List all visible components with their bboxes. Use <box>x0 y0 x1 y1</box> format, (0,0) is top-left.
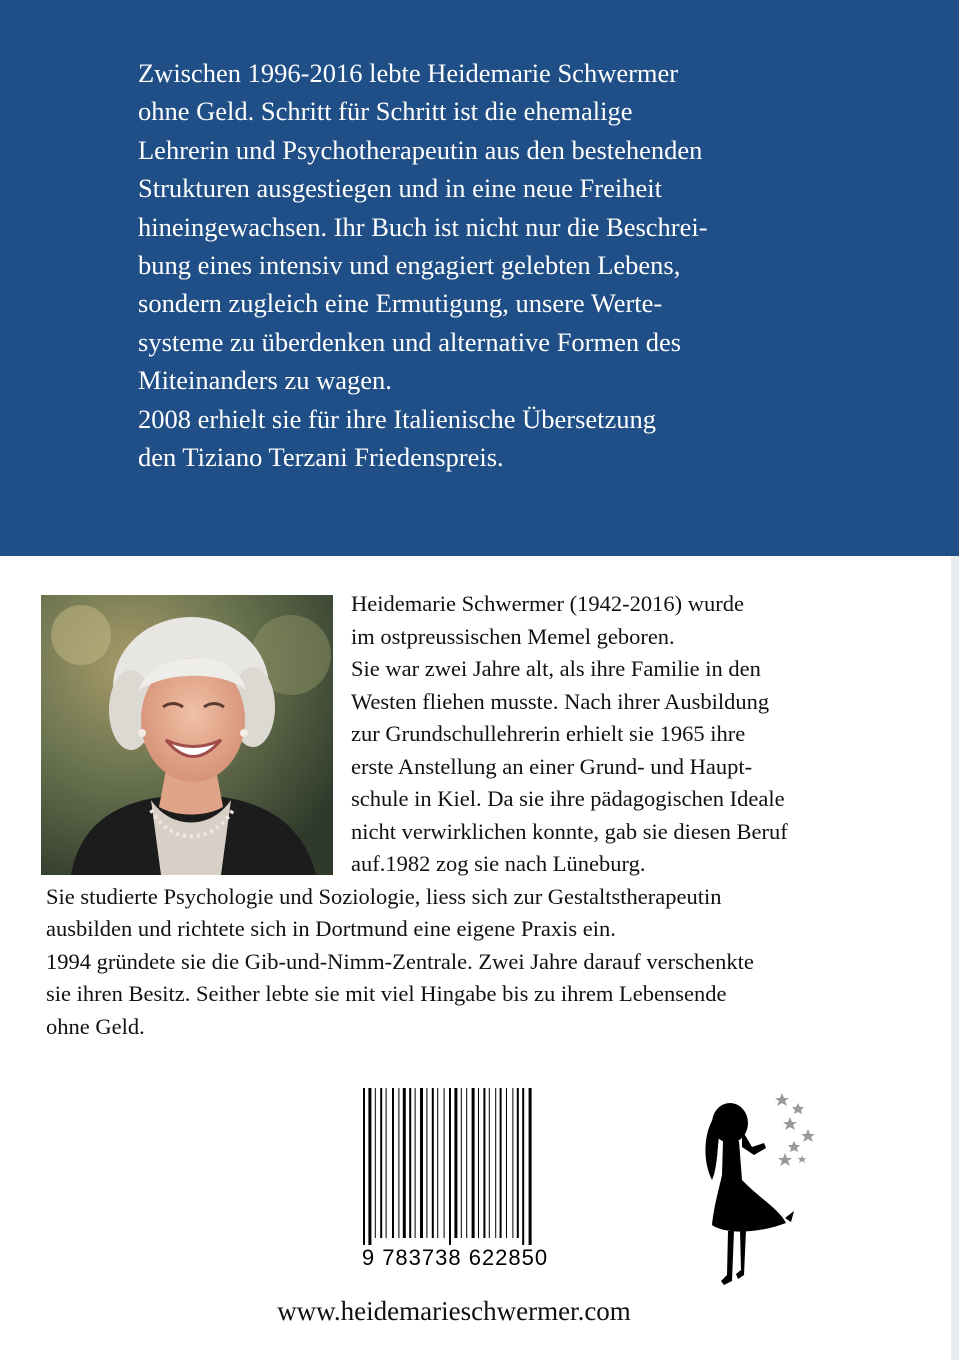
bio-line: erste Anstellung an einer Grund- und Haupt- <box>351 753 753 779</box>
blurb-line: Zwischen 1996-2016 lebte Heidemarie Schwermer <box>138 58 679 88</box>
barcode-bar <box>512 1088 513 1238</box>
bio-line: Sie war zwei Jahre alt, als ihre Familie in den <box>351 656 761 681</box>
barcode-bar <box>368 1088 371 1248</box>
blurb-text <box>138 54 838 476</box>
blurb-line: hineingewachsen. Ihr Buch ist nicht nur die Beschrei- <box>138 211 708 242</box>
girl-with-stars-icon <box>690 1085 820 1295</box>
isbn-digits: 9 783738 622850 <box>337 1245 573 1271</box>
barcode-bar <box>426 1088 427 1238</box>
website-url: www.heidemarieschwermer.com <box>277 1296 631 1326</box>
barcode-bar <box>415 1088 416 1238</box>
bio-line: Heidemarie Schwermer (1942-2016) wurde <box>351 591 744 616</box>
barcode-bar <box>517 1088 519 1238</box>
blurb-line: bung eines intensiv und engagiert gelebten Lebens, <box>138 250 681 281</box>
bio-line: ausbilden und richtete sich in Dortmund eine eigene Praxis ein. <box>46 916 616 941</box>
blurb-line: sondern zugleich eine Ermutigung, unsere Werte- <box>138 288 663 319</box>
barcode-bar <box>489 1088 490 1238</box>
barcode-bar <box>478 1088 479 1238</box>
bio-line: zur Grundschullehrerin erhielt sie 1965 ihre <box>351 721 746 746</box>
barcode-bar <box>483 1088 485 1238</box>
bio-line: Westen fliehen musste. Nach ihrer Ausbildung <box>351 688 770 714</box>
blurb-line: 2008 erhielt sie für ihre Italienische Übersetzung <box>138 403 657 434</box>
barcode-bar <box>529 1088 532 1248</box>
barcode-bar <box>375 1088 376 1238</box>
bio-line: schule in Kiel. Da sie ihre pädagogischen Ideale <box>351 786 785 811</box>
page-edge-strip <box>951 556 959 1360</box>
barcode-bar <box>454 1088 457 1238</box>
girl-silhouette-logo <box>690 1085 820 1295</box>
bio-line: nicht verwirklichen konnte, gab sie diesen Beruf <box>351 818 788 844</box>
blurb-line: systeme zu überdenken und alternative Formen des <box>138 326 682 357</box>
barcode-bar <box>472 1088 475 1238</box>
blurb-line: Miteinanders zu wagen. <box>138 365 392 396</box>
bio-line: Sie studierte Psychologie und Soziologie, liess sich zur Gestaltstherapeutin <box>46 883 722 909</box>
barcode-bar <box>380 1088 382 1238</box>
barcode-bar <box>398 1088 399 1238</box>
barcode-bar <box>500 1088 502 1238</box>
barcode-bar <box>461 1088 462 1238</box>
barcode-bar <box>386 1088 387 1238</box>
barcode-bar <box>363 1088 365 1248</box>
barcode-bar <box>495 1088 496 1238</box>
blurb-line: Lehrerin und Psychotherapeutin aus den bestehenden <box>138 134 703 165</box>
author-bio <box>46 588 916 1043</box>
bio-line: auf.1982 zog sie nach Lüneburg. <box>351 851 646 876</box>
barcode-bar <box>409 1088 411 1238</box>
blurb-line: den Tiziano Terzani Friedenspreis. <box>138 442 504 473</box>
bio-line: 1994 gründete sie die Gib-und-Nimm-Zentrale. Zwei Jahre darauf verschenkte <box>46 948 754 974</box>
bio-line: ohne Geld. <box>46 1013 145 1039</box>
barcode-bar <box>403 1088 406 1238</box>
barcode-bar <box>522 1088 524 1248</box>
bio-line: im ostpreussischen Memel geboren. <box>351 623 675 649</box>
barcode-bar <box>449 1088 451 1248</box>
barcode-bar <box>506 1088 507 1238</box>
barcode-bar <box>392 1088 394 1238</box>
blurb-line: Strukturen ausgestiegen und in eine neue Freiheit <box>138 173 662 204</box>
barcode-bar <box>420 1088 423 1238</box>
barcode-bar <box>437 1088 438 1238</box>
barcode-bar <box>466 1088 467 1238</box>
barcode-bar <box>432 1088 434 1238</box>
barcode-bar <box>444 1088 445 1238</box>
barcode-bars <box>337 1088 573 1248</box>
bio-line: sie ihren Besitz. Seither lebte sie mit viel Hingabe bis zu ihrem Lebensende <box>46 981 727 1006</box>
blurb-line: ohne Geld. Schritt für Schritt ist die ehemalige <box>138 96 633 127</box>
